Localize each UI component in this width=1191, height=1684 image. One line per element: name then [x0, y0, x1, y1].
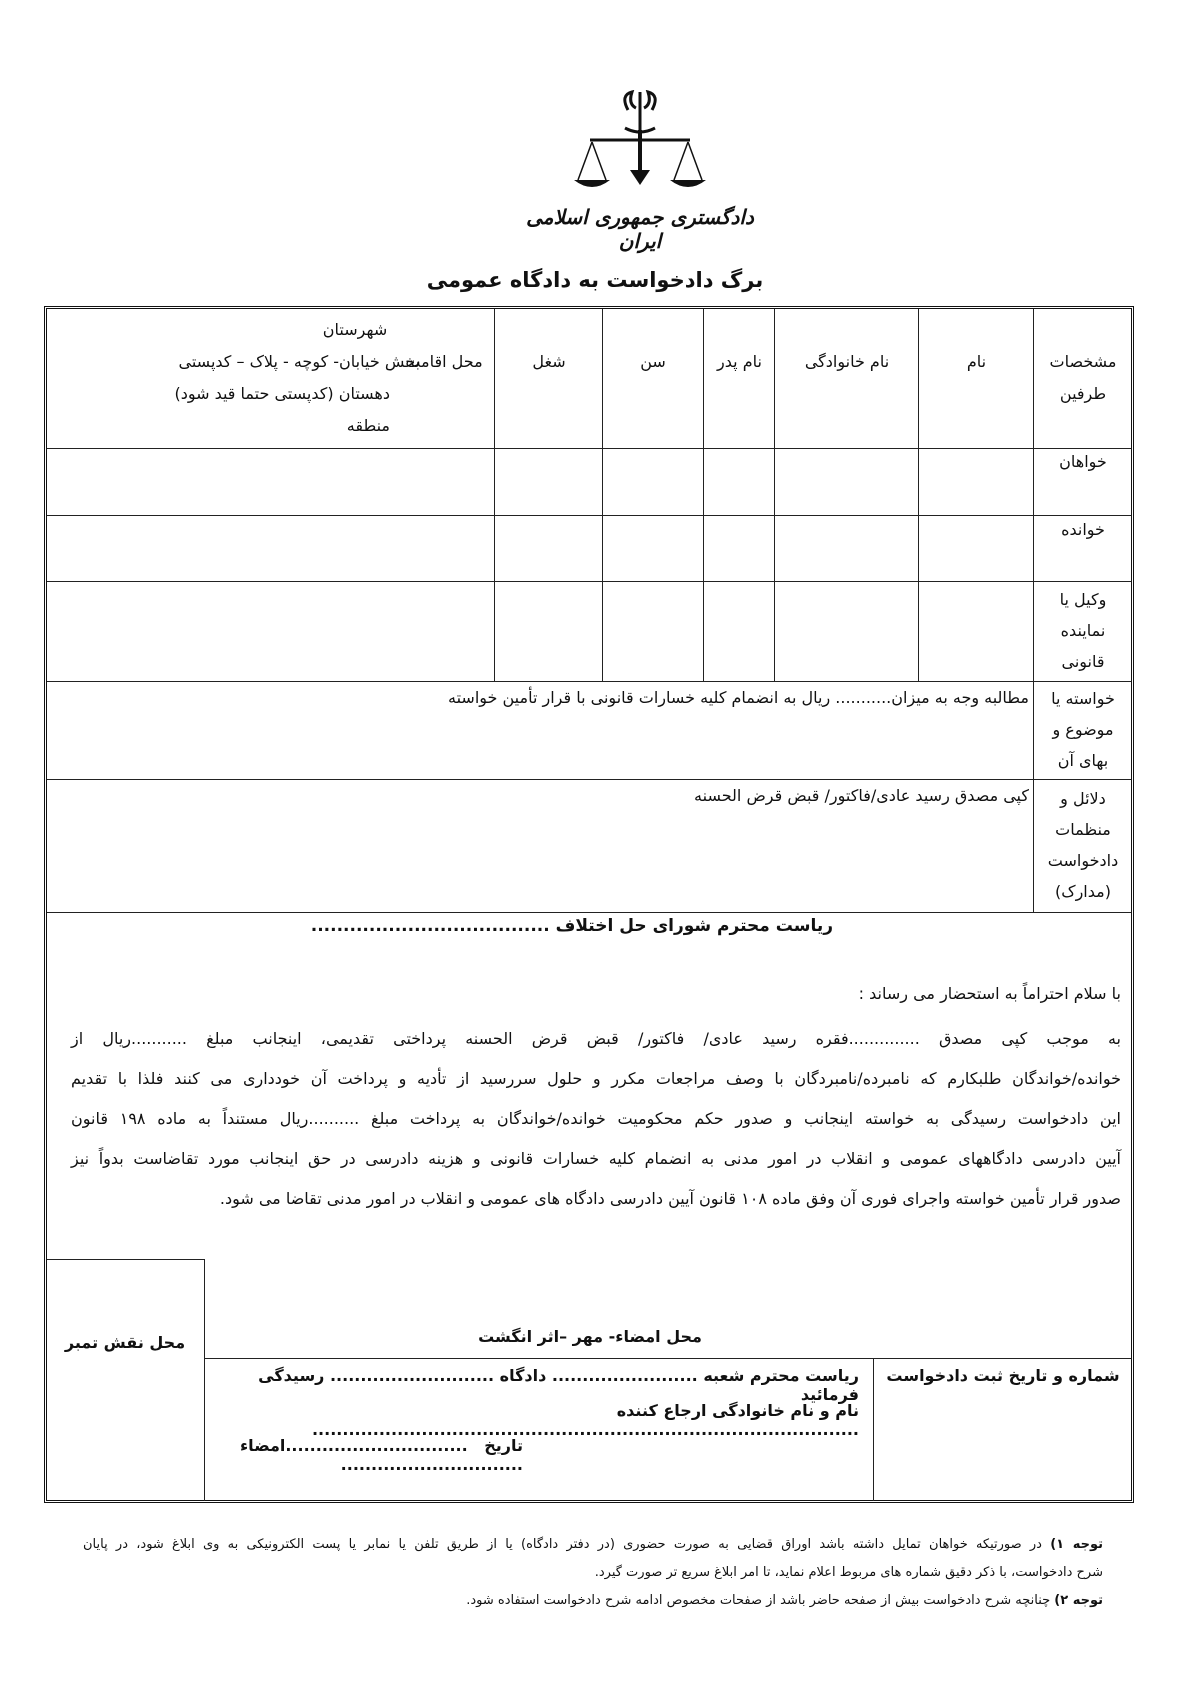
col-age: سن — [640, 352, 666, 371]
col-residence: محل اقامت — [405, 352, 483, 371]
letter-line-4: آیین دادرسی دادگاههای عمومی و انقلاب در امور مدنی به انضمام کلیه خسارات قانونی و هزینه دادرسی در حق اینجانب مورد تقاضاست بدواً نیز — [71, 1149, 1121, 1168]
referrer-line: نام و نام خانوادگی ارجاع کننده .......................................................................................... — [311, 1401, 859, 1439]
letter-greeting: با سلام احتراماً به استحضار می رساند : — [858, 984, 1121, 1003]
col-name: نام — [966, 352, 987, 371]
col-father: نام پدر — [717, 352, 762, 371]
note-2-label: توجه ۲) — [1054, 1593, 1103, 1608]
letter-line-1: به موجب کپی مصدق ..............فقره رسید عادی/ فاکتور/ قبض قرض الحسنه پرداختی تقدیمی، اینجانب مبلغ ...........ریال از — [71, 1029, 1121, 1048]
stamp-place-label: محل نقش تمبر — [64, 1333, 186, 1352]
claim-text: مطالبه وجه به میزان........... ریال به انضمام کلیه خسارات قانونی با قرار تأمین خواسته — [448, 688, 1029, 707]
judiciary-logo-text: دادگستری جمهوری اسلامی ایران — [526, 205, 754, 253]
note-1 — [83, 1532, 1103, 1558]
row-defendant: خوانده — [1061, 520, 1105, 539]
letter-heading: ریاست محترم شورای حل اختلاف ..................................... — [310, 916, 833, 936]
col-parties: مشخصات طرفین — [1049, 352, 1117, 403]
note-1-text: در صورتیکه خواهان تمایل داشته باشد اوراق قضایی به صورت حضوری (در دفتر دادگاه) یا از طریق تلفن یا نمابر یا پست الکترونیکی به وی ابلاغ شود، در پایان — [83, 1537, 1042, 1552]
letter-line-5: صدور قرار تأمین خواسته واجرای فوری آن وفق ماده ۱۰۸ قانون آیین دادرسی دادگاه های عمومی و انقلاب در امور مدنی تقاضا می شود. — [219, 1189, 1121, 1208]
residence-village: دهستان (کدپستی حتما قید شود) — [174, 384, 390, 403]
page-title: برگ دادخواست به دادگاه عمومی — [426, 268, 764, 292]
col-family: نام خانوادگی — [804, 352, 890, 371]
letter-line-2: خوانده/خواندگان طلبکارم که نامبرده/نامبردگان با وصف مراجعات مکرر و حلول سررسید از تأدیه و پرداخت آن خودداری می کنند فلذا با تقدیم — [71, 1069, 1121, 1088]
date-line: تاریخ .............................. — [340, 1436, 523, 1474]
note-2 — [83, 1588, 1103, 1614]
registration-label: شماره و تاریخ ثبت دادخواست — [886, 1366, 1120, 1385]
claim-label: خواسته یا موضوع و بهای آن — [1051, 689, 1115, 770]
signature-place-label: محل امضاء- مهر –اثر انگشت — [478, 1327, 702, 1346]
note-1-label: توجه ۱) — [1050, 1537, 1104, 1552]
residence-city: شهرستان — [322, 320, 388, 339]
sign-line: ..............................امضاء — [240, 1436, 468, 1455]
letter-line-3: این دادخواست رسیدگی به خواسته اینجانب و صدور حکم محکومیت خوانده/خواندگان به پرداخت مبلغ ..........ریال مستنداً به ماده ۱۹۸ قانون — [71, 1109, 1121, 1128]
form-frame — [44, 306, 1134, 1503]
note-2-text: چنانچه شرح دادخواست بیش از صفحه حاضر باشد از صفحات مخصوص ادامه شرح دادخواست استفاده شود. — [466, 1593, 1051, 1608]
evidence-text: کپی مصدق رسید عادی/فاکتور/ قبض قرض الحسنه — [694, 786, 1029, 805]
residence-address: بخش خیابان- کوچه - پلاک – کدپستی — [178, 352, 420, 371]
col-job: شغل — [532, 352, 566, 371]
referral-line: ریاست محترم شعبه ........................ دادگاه ........................... رسیدگی فرمائید — [258, 1366, 859, 1404]
row-plaintiff: خواهان — [1059, 452, 1107, 471]
evidence-label: دلائل و منظمات دادخواست (مدارک) — [1047, 789, 1119, 901]
note-1-continued: شرح دادخواست، با ذکر دقیق شماره های مربوط اعلام نماید، تا امر ابلاغ سریع تر صورت گیرد. — [594, 1565, 1103, 1580]
iran-emblem-scales-icon — [570, 90, 710, 220]
row-attorney: وکیل یا نماینده قانونی — [1059, 590, 1107, 671]
residence-region: منطقه — [346, 416, 390, 435]
